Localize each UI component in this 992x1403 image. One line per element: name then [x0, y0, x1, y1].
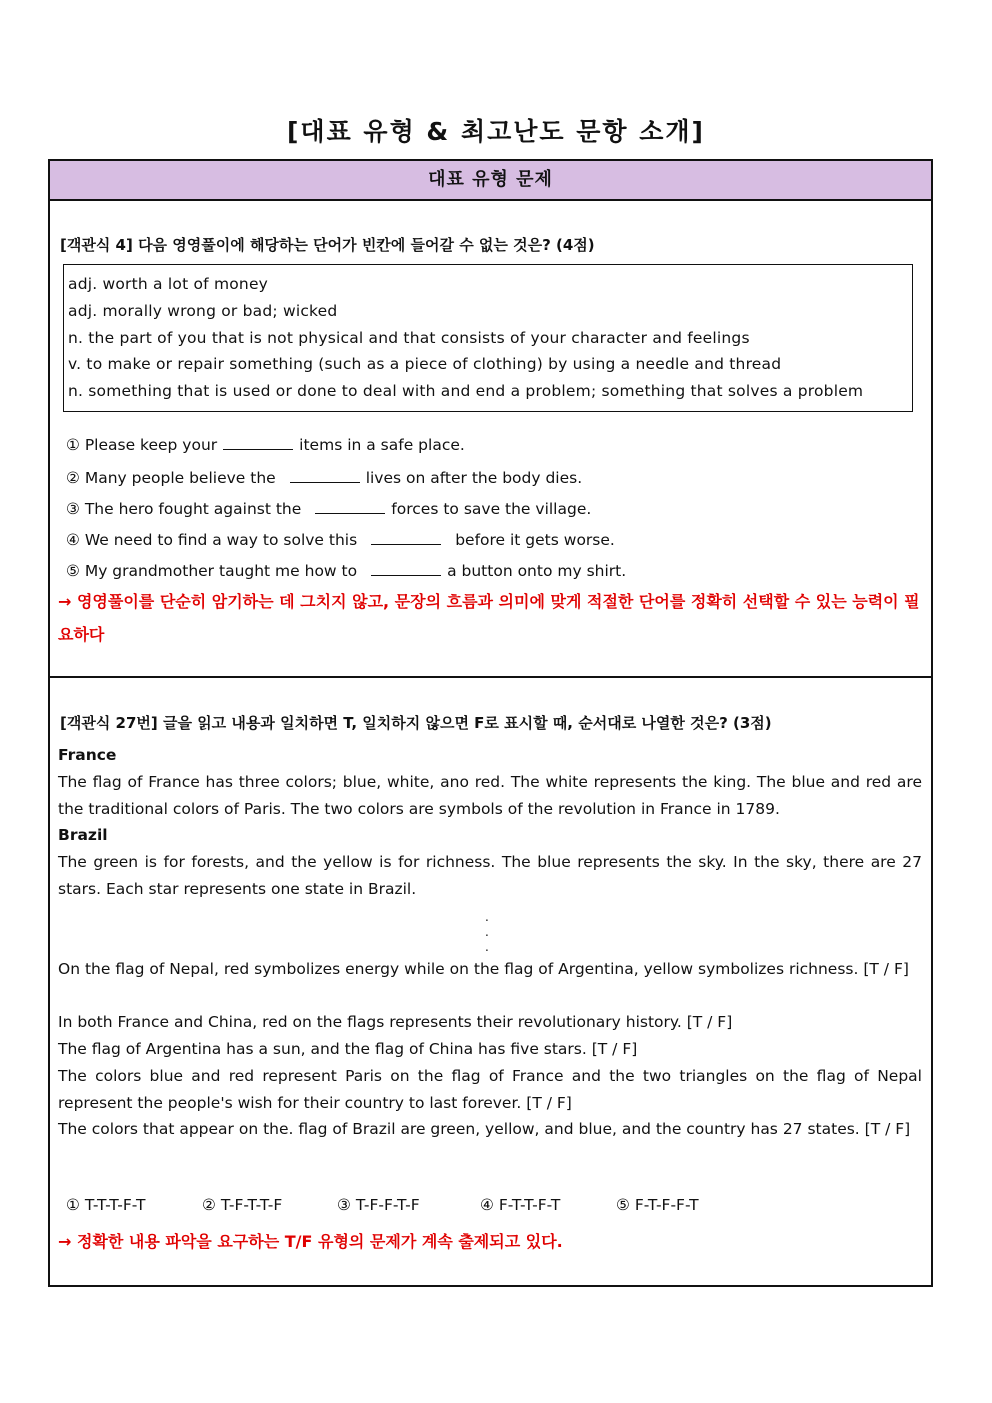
q1-option-1: [66, 435, 465, 454]
option-text-pre: ③ The hero fought against the: [66, 500, 302, 518]
q2-prompt: [객관식 27번] 글을 읽고 내용과 일치하면 T, 일치하지 않으면 F로 표시할 때, 순서대로 나열한 것은? (3점): [60, 714, 772, 732]
answer-choice-3: ③ T-F-F-T-F: [337, 1196, 420, 1214]
brazil-heading: Brazil: [58, 826, 108, 844]
q1-prompt: [객관식 4] 다음 영영풀이에 해당하는 단어가 빈칸에 들어갈 수 없는 것은? (4점): [60, 236, 595, 254]
q1-option-4: [66, 530, 615, 549]
answer-choice-5: ⑤ F-T-F-F-T: [616, 1196, 699, 1214]
definition-box: [63, 264, 913, 412]
option-text-post: before it gets worse.: [455, 531, 615, 549]
definition-item: adj. worth a lot of money: [68, 275, 269, 293]
option-text-post: forces to save the village.: [391, 500, 592, 518]
section-header: 대표 유형 문제: [50, 161, 931, 201]
option-text-post: lives on after the body dies.: [365, 469, 583, 487]
definition-item: adj. morally wrong or bad; wicked: [68, 301, 338, 320]
france-paragraph: The flag of France has three colors; blue, white, ano red. The white represents the king. The blue and red are the traditional colors of Paris. The two colors are symbols of the revolution in France in 1789.: [58, 773, 922, 818]
brazil-paragraph: The green is for forests, and the yellow is for richness. The blue represents the sky. In the sky, there are 27 stars. Each star represents one state in Brazil.: [58, 853, 922, 898]
q1-option-3: [66, 499, 591, 518]
page-title: [대표 유형 & 최고난도 문항 소개]: [287, 117, 705, 146]
answer-choice-1: ① T-T-T-F-T: [66, 1196, 146, 1214]
tf-statement-5: The colors that appear on the. flag of Brazil are green, yellow, and blue, and the country has 27 states. [T / F]: [58, 1120, 911, 1138]
q1-option-5: [66, 561, 626, 580]
q2-note: → 정확한 내용 파악을 요구하는 T/F 유형의 문제가 계속 출제되고 있다.: [58, 1232, 563, 1251]
option-text-pre: ① Please keep your: [66, 436, 218, 454]
tf-statement-3: The flag of Argentina has a sun, and the flag of China has five stars. [T / F]: [58, 1040, 638, 1058]
tf-statement-2: In both France and China, red on the flags represents their revolutionary history. [T / F]: [58, 1013, 733, 1031]
answer-blank: [223, 435, 293, 450]
section-divider: [50, 676, 931, 678]
tf-statement-4: The colors blue and red represent Paris on the flag of France and the two triangles on the flag of Nepal represent the people's wish for their country to last forever. [T / F]: [58, 1067, 922, 1112]
answer-blank: [315, 499, 385, 514]
tf-statement-1: On the flag of Nepal, red symbolizes energy while on the flag of Argentina, yellow symbolizes richness. [T / F]: [58, 960, 909, 978]
option-text-pre: ④ We need to find a way to solve this: [66, 531, 358, 549]
definition-item: v. to make or repair something (such as a piece of clothing) by using a needle and thread: [68, 355, 782, 374]
definition-item: n. something that is used or done to deal with and end a problem; something that solves a problem: [68, 382, 864, 401]
q1-note: → 영영풀이를 단순히 암기하는 데 그치지 않고, 문장의 흐름과 의미에 맞게 적절한 단어를 정확히 선택할 수 있는 능력이 필요하다: [58, 592, 920, 644]
q1-option-2: [66, 468, 582, 487]
option-text-post: items in a safe place.: [299, 436, 465, 454]
definition-item: n. the part of you that is not physical and that consists of your character and feelings: [68, 328, 750, 347]
ellipsis-dots: . . .: [485, 910, 489, 954]
answer-blank: [290, 468, 360, 483]
answer-blank: [371, 530, 441, 545]
answer-blank: [371, 561, 441, 576]
answer-choice-4: ④ F-T-T-F-T: [480, 1196, 561, 1214]
answer-choice-2: ② T-F-T-T-F: [202, 1196, 283, 1214]
question-frame: [48, 159, 933, 1287]
option-text-pre: ② Many people believe the: [66, 469, 276, 487]
france-heading: France: [58, 746, 117, 764]
option-text-post: a button onto my shirt.: [447, 562, 627, 580]
option-text-pre: ⑤ My grandmother taught me how to: [66, 562, 358, 580]
